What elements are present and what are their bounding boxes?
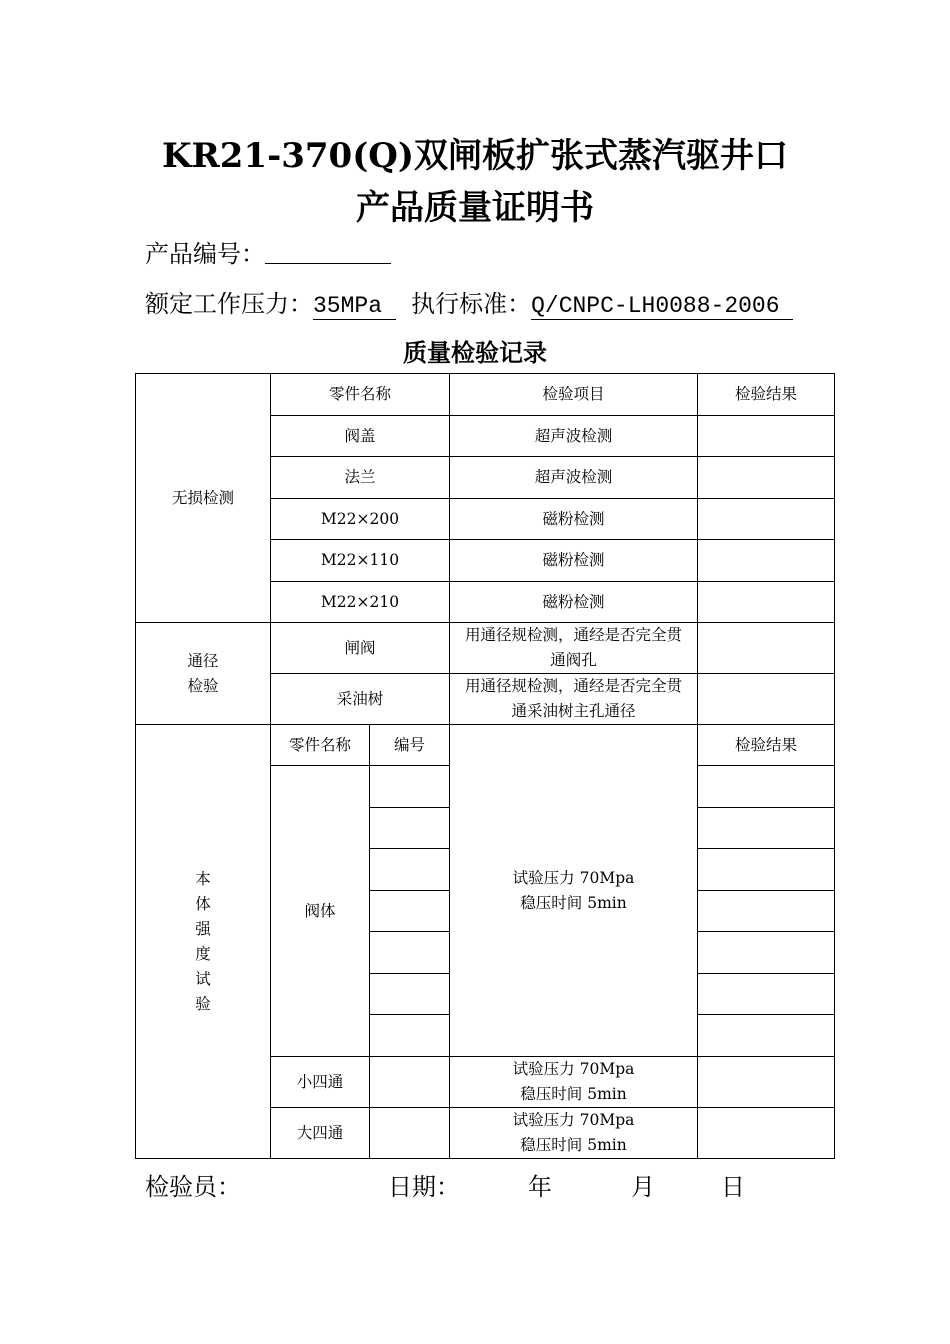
result-cell[interactable]: [698, 1015, 835, 1057]
ndt-item: 超声波检测: [450, 416, 698, 457]
ndt-result-cell[interactable]: [698, 499, 835, 540]
drift-group-label: 通径 检验: [136, 623, 271, 725]
header-number: 编号: [370, 725, 450, 766]
result-cell[interactable]: [698, 1108, 835, 1159]
section-title: 质量检验记录: [403, 338, 547, 367]
body-part-label: 阀体: [271, 766, 370, 1057]
standard-label: 执行标准：: [411, 290, 532, 318]
strength-part: 小四通: [271, 1057, 370, 1108]
test-conditions: 试验压力 70Mpa 稳压时间 5min: [450, 1108, 698, 1159]
drift-result-cell[interactable]: [698, 623, 835, 674]
result-cell[interactable]: [698, 766, 835, 808]
header-part-name: 零件名称: [271, 374, 450, 416]
document-title-line1: KR21-370(Q)双闸板扩张式蒸汽驱井口: [162, 136, 788, 176]
rated-pressure-line: [145, 284, 793, 320]
ndt-result-cell[interactable]: [698, 457, 835, 499]
header-result: 检验结果: [698, 374, 835, 416]
header-inspection-item: 检验项目: [450, 374, 698, 416]
table-row: [136, 374, 835, 416]
result-cell[interactable]: [698, 891, 835, 932]
rated-pressure-label: 额定工作压力：: [145, 290, 313, 318]
ndt-part: M22×210: [271, 582, 450, 623]
ndt-part: 法兰: [271, 457, 450, 499]
header-part-name: 零件名称: [271, 725, 370, 766]
result-cell[interactable]: [698, 932, 835, 974]
drift-result-cell[interactable]: [698, 674, 835, 725]
table-row: [136, 623, 835, 674]
signature-footer: [145, 1167, 845, 1201]
inspection-table: [135, 373, 835, 1159]
body-test-conditions: 试验压力 70Mpa 稳压时间 5min: [450, 725, 698, 1057]
number-cell[interactable]: [370, 766, 450, 808]
number-cell[interactable]: [370, 849, 450, 891]
number-cell[interactable]: [370, 1015, 450, 1057]
result-cell[interactable]: [698, 849, 835, 891]
result-cell[interactable]: [698, 1057, 835, 1108]
drift-item: 用通径规检测，通经是否完全贯 通采油树主孔通径: [450, 674, 698, 725]
drift-part: 闸阀: [271, 623, 450, 674]
standard-value: Q/CNPC-LH0088-2006: [531, 294, 793, 320]
ndt-part: M22×200: [271, 499, 450, 540]
ndt-item: 磁粉检测: [450, 540, 698, 582]
product-number-field[interactable]: [265, 237, 391, 264]
number-cell[interactable]: [370, 974, 450, 1015]
number-cell[interactable]: [370, 891, 450, 932]
strength-part: 大四通: [271, 1108, 370, 1159]
inspector-label: 检验员：: [145, 1173, 241, 1201]
product-number-label: 产品编号：: [145, 240, 265, 268]
drift-item: 用通径规检测，通经是否完全贯 通阀孔: [450, 623, 698, 674]
product-number-line: [145, 234, 391, 269]
ndt-result-cell[interactable]: [698, 540, 835, 582]
date-label: 日期：: [388, 1173, 460, 1201]
ndt-item: 磁粉检测: [450, 582, 698, 623]
test-conditions: 试验压力 70Mpa 稳压时间 5min: [450, 1057, 698, 1108]
result-cell[interactable]: [698, 974, 835, 1015]
ndt-group-label: 无损检测: [136, 374, 271, 623]
year-label: 年: [528, 1173, 552, 1201]
number-cell[interactable]: [370, 1057, 450, 1108]
result-cell[interactable]: [698, 808, 835, 849]
number-cell[interactable]: [370, 1108, 450, 1159]
drift-part: 采油树: [271, 674, 450, 725]
number-cell[interactable]: [370, 932, 450, 974]
header-result: 检验结果: [698, 725, 835, 766]
day-label: 日: [721, 1173, 745, 1201]
rated-pressure-value: 35MPa: [313, 294, 396, 320]
document-title-line2: 产品质量证明书: [356, 188, 594, 228]
table-row: [136, 725, 835, 766]
ndt-result-cell[interactable]: [698, 582, 835, 623]
ndt-part: M22×110: [271, 540, 450, 582]
ndt-part: 阀盖: [271, 416, 450, 457]
number-cell[interactable]: [370, 808, 450, 849]
ndt-result-cell[interactable]: [698, 416, 835, 457]
ndt-item: 超声波检测: [450, 457, 698, 499]
strength-group-label: 本 体 强 度 试 验: [136, 725, 271, 1159]
ndt-item: 磁粉检测: [450, 499, 698, 540]
month-label: 月: [631, 1173, 655, 1201]
